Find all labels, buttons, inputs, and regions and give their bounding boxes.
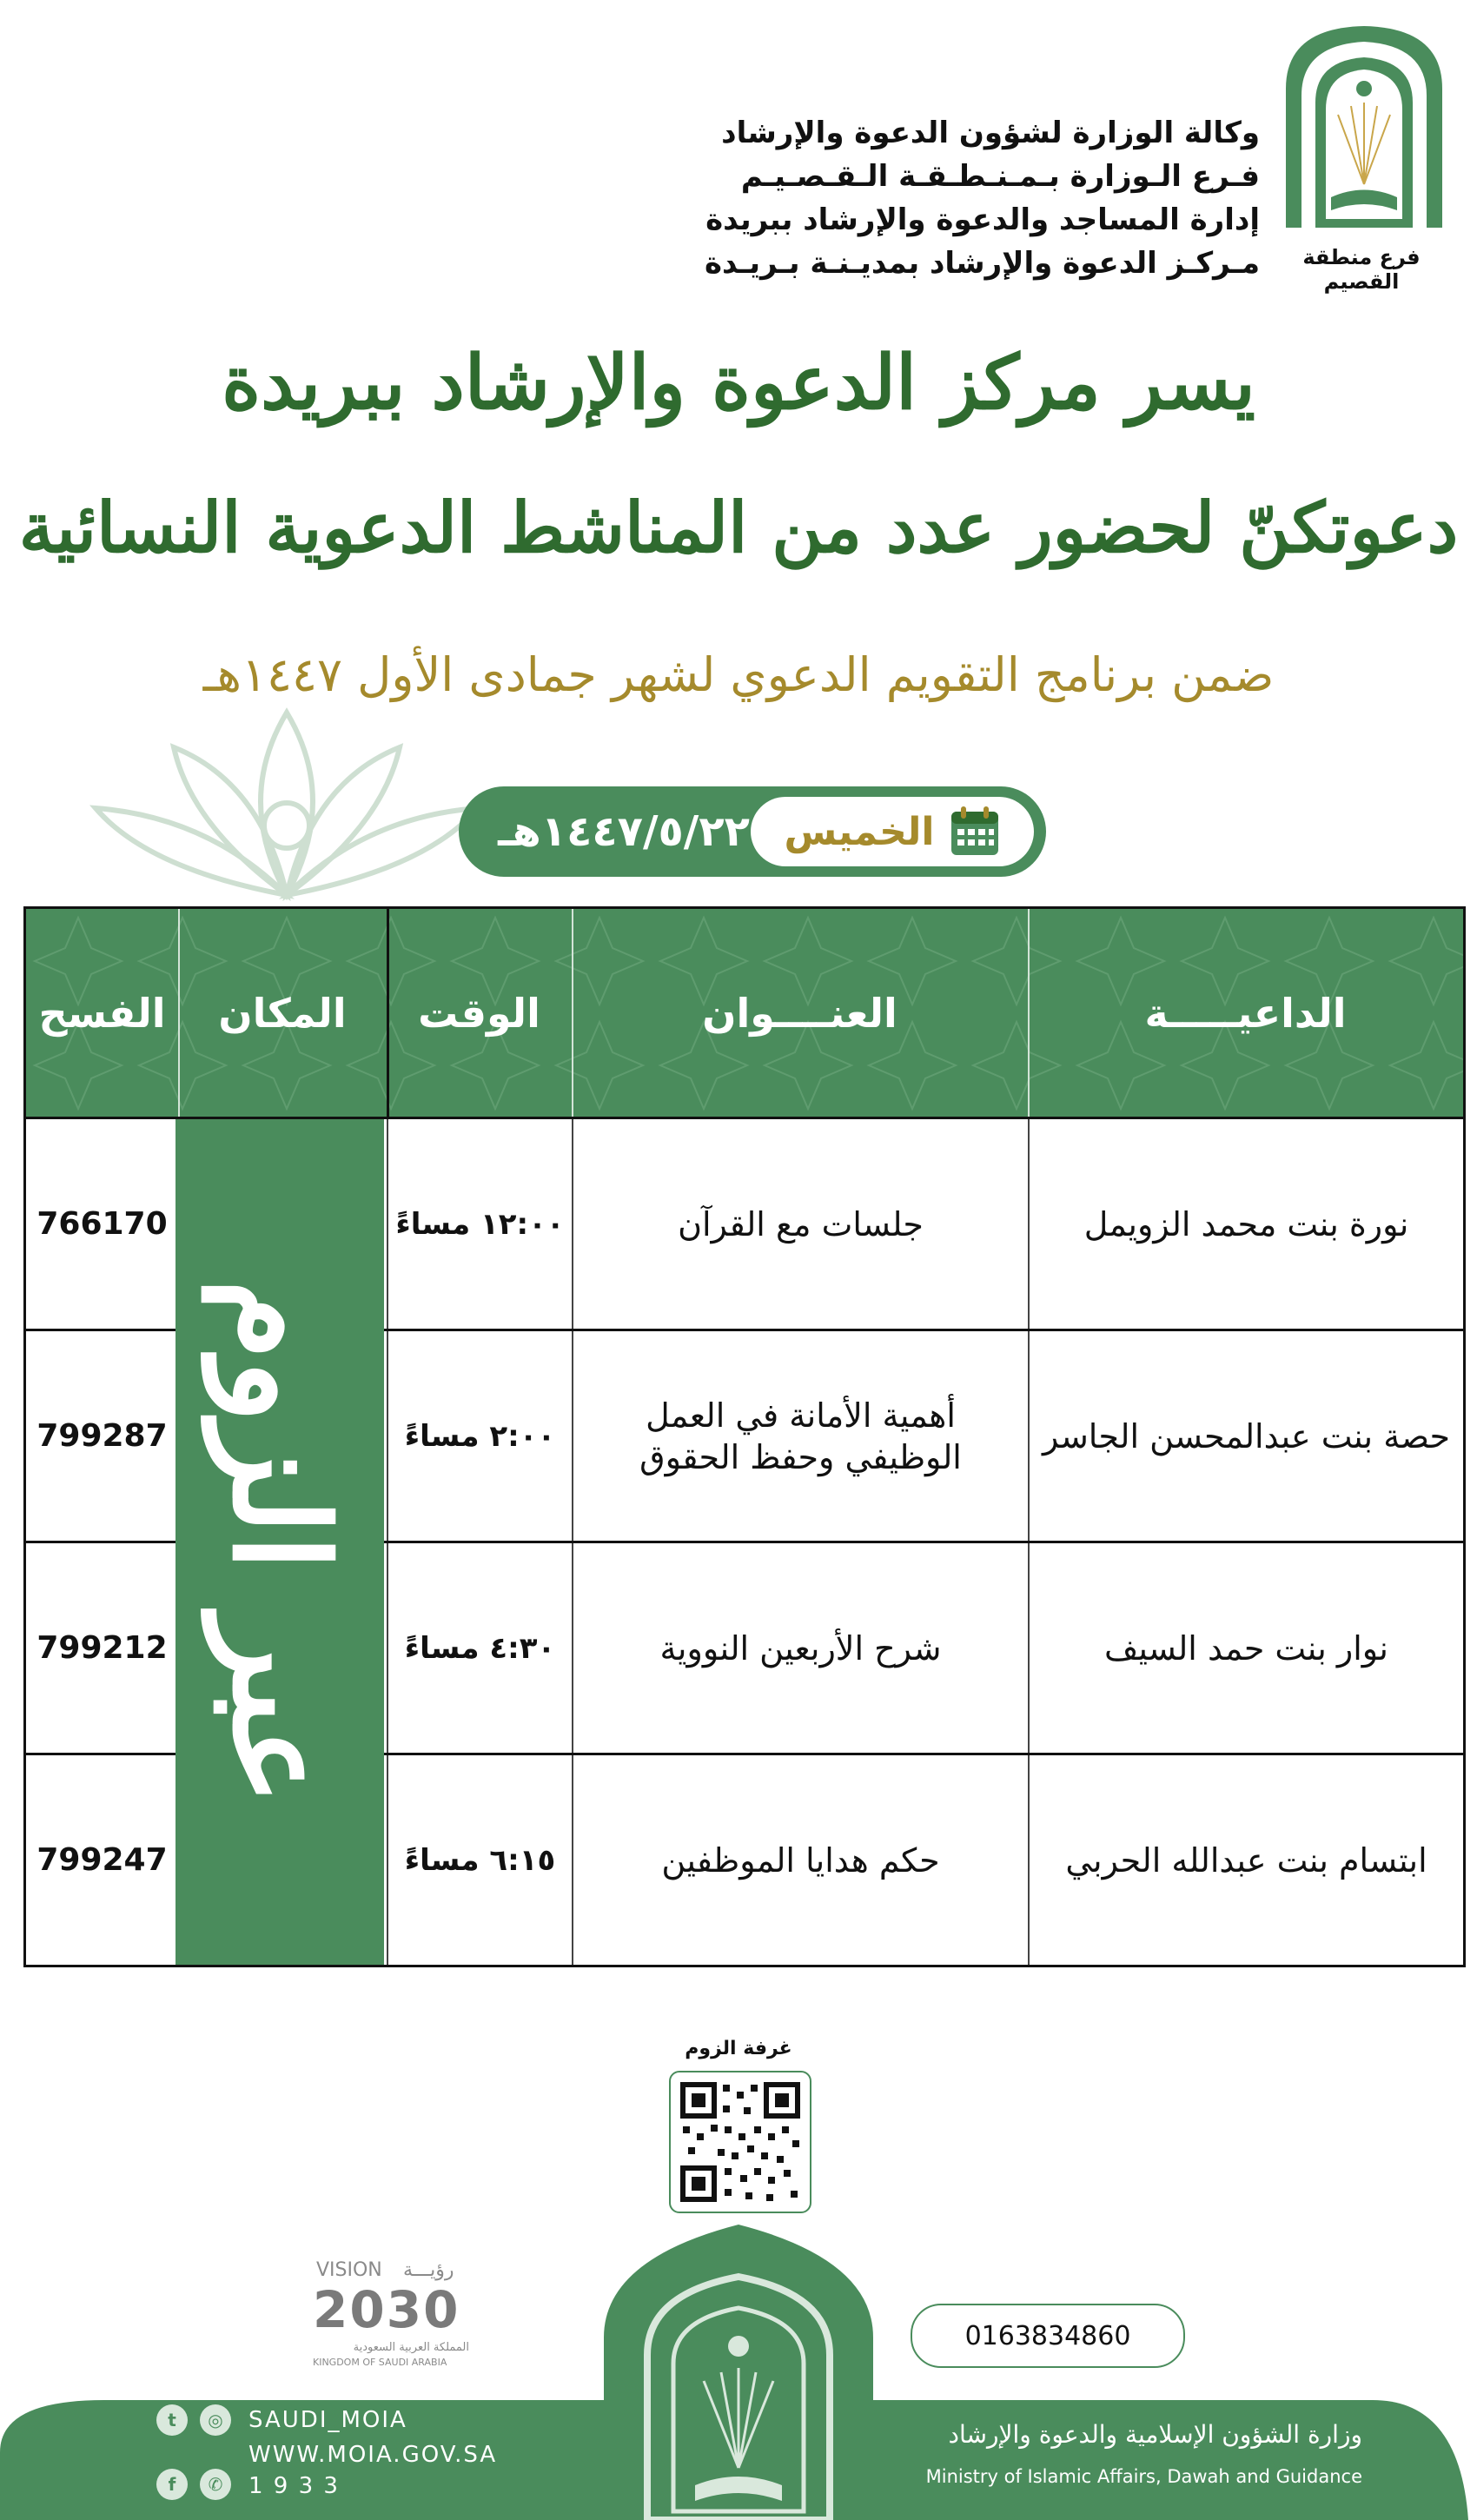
floral-ornament (61, 695, 513, 904)
room-number: 799212 (36, 1630, 168, 1666)
time-cell: ١٢:٠٠ مساءً (387, 1119, 572, 1329)
date-pill (459, 786, 1046, 877)
title-cell: أهمية الأمانة في العمل الوظيفي وحفظ الحقوق (572, 1331, 1028, 1541)
phone-number[interactable]: 0163834860 (911, 2304, 1185, 2368)
zoom-room-caption: غرفة الزوم (685, 2038, 792, 2059)
ministry-name-en: Ministry of Islamic Affairs, Dawah and Guidance (925, 2466, 1362, 2487)
ministry-name-ar: وزارة الشؤون الإسلامية والدعوة والإرشاد (948, 2420, 1362, 2449)
organization-lines (704, 111, 1260, 285)
org-line: فـرع الـوزارة بـمـنـطـقـة الـقـصـيـم (740, 159, 1260, 194)
org-line: إدارة المساجد والدعوة والإرشاد ببريدة (705, 202, 1260, 237)
emblem-caption: فرع منطقة القصيم (1302, 245, 1421, 294)
vision-year: 2030 (313, 2280, 460, 2339)
date-label: ١٤٤٧/٥/٢٢هـ (498, 807, 750, 856)
title-cell: جلسات مع القرآن (572, 1119, 1028, 1329)
vision-ar: رؤيـــة (403, 2259, 454, 2281)
header-room: الفسح (38, 989, 166, 1037)
headline-line-1: يسر مركز الدعوة والإرشاد ببريدة (222, 339, 1255, 427)
preacher-cell: نورة بنت محمد الزويمل (1028, 1119, 1463, 1329)
preacher-cell: ابتسام بنت عبدالله الحربي (1028, 1755, 1463, 1965)
org-line: مـركـز الدعوة والإرشاد بمديـنـة بـريـدة (704, 246, 1260, 281)
twitter-icon[interactable]: t (156, 2404, 188, 2436)
time-cell: ٤:٣٠ مساءً (387, 1543, 572, 1753)
preacher-cell: حصة بنت عبدالمحسن الجاسر (1028, 1331, 1463, 1541)
header-title: العنــــوان (702, 989, 897, 1037)
header-time: الوقت (418, 989, 540, 1037)
zoom-qr-code[interactable] (669, 2071, 811, 2213)
headline-line-3: ضمن برنامج التقويم الدعوي لشهر جمادى الأول ١٤٤٧هـ (202, 647, 1275, 702)
kingdom-ar: المملكة العربية السعودية (353, 2341, 469, 2354)
calendar-icon (949, 805, 1001, 859)
website-link[interactable]: WWW.MOIA.GOV.SA (248, 2442, 498, 2468)
time-cell: ٢:٠٠ مساءً (387, 1331, 572, 1541)
preacher-cell: نوار بنت حمد السيف (1028, 1543, 1463, 1753)
header-place: المكان (218, 989, 347, 1037)
place-value: عبر الزوم (203, 1278, 356, 1806)
header-preacher: الداعيـــــة (1144, 989, 1347, 1037)
ministry-emblem-top (1277, 19, 1451, 228)
day-label: الخميس (784, 809, 935, 854)
kingdom-en: KINGDOM OF SAUDI ARABIA (313, 2357, 447, 2368)
table-header (23, 906, 1466, 1119)
ministry-emblem-bottom (604, 2225, 873, 2520)
day-badge (751, 797, 1034, 866)
phone-icon[interactable]: ✆ (200, 2469, 231, 2500)
room-number: 766170 (36, 1206, 168, 1242)
room-number: 799287 (36, 1418, 168, 1454)
social-handle[interactable]: SAUDI_MOIA (248, 2407, 407, 2433)
hotline-number[interactable]: 1 9 3 3 (248, 2473, 340, 2499)
instagram-icon[interactable]: ◎ (200, 2404, 231, 2436)
schedule-table (23, 906, 1466, 1965)
vision-word: VISION (316, 2259, 382, 2281)
time-cell: ٦:١٥ مساءً (387, 1755, 572, 1965)
vision-2030-logo (313, 2259, 478, 2372)
title-cell: شرح الأربعين النووية (572, 1543, 1028, 1753)
org-line: وكالة الوزارة لشؤون الدعوة والإرشاد (721, 116, 1260, 150)
room-number: 799247 (36, 1842, 168, 1878)
facebook-icon[interactable]: f (156, 2469, 188, 2500)
title-cell: حكم هدايا الموظفين (572, 1755, 1028, 1965)
place-column (176, 1119, 384, 1965)
headline-line-2: دعوتكنّ لحضور عدد من المناشط الدعوية النسائية (18, 487, 1459, 568)
